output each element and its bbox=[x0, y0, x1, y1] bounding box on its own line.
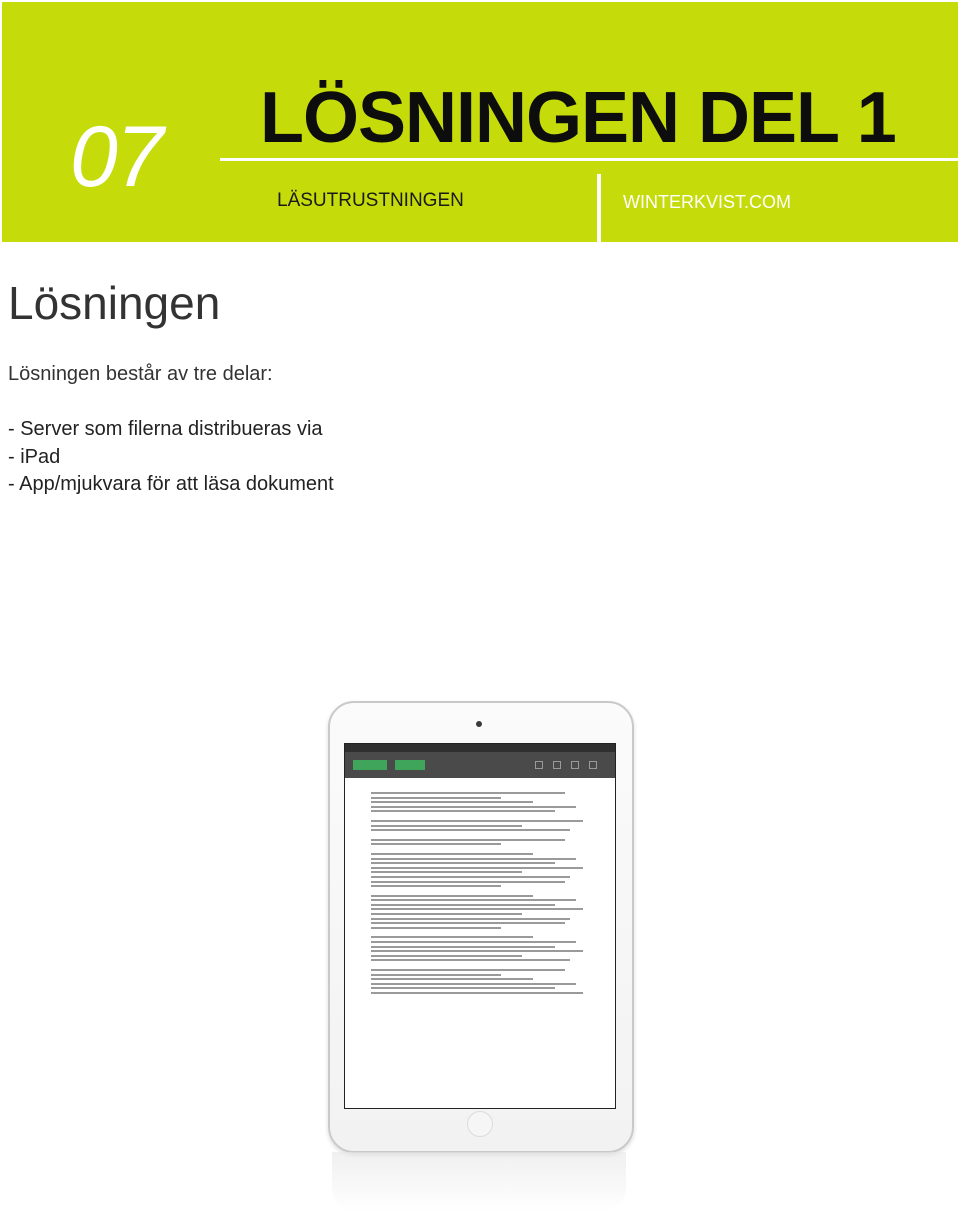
document-text-line bbox=[371, 959, 570, 961]
document-text-line bbox=[371, 927, 501, 929]
document-text-line bbox=[371, 969, 565, 971]
list-item: - App/mjukvara för att läsa dokument bbox=[8, 473, 334, 495]
toolbar-icon bbox=[571, 761, 579, 769]
document-text-line bbox=[371, 839, 565, 841]
toolbar-icon bbox=[535, 761, 543, 769]
document-text-line bbox=[371, 820, 583, 822]
header-divider-horizontal bbox=[220, 158, 960, 161]
document-text-line bbox=[371, 843, 501, 845]
document-text-line bbox=[371, 983, 576, 985]
document-text-line bbox=[371, 946, 555, 948]
intro-text: Lösningen består av tre delar: bbox=[8, 363, 273, 385]
page-title: LÖSNINGEN DEL 1 bbox=[260, 78, 896, 158]
document-text-line bbox=[371, 867, 583, 869]
document-text-line bbox=[371, 853, 533, 855]
section-heading: Lösningen bbox=[8, 277, 221, 329]
document-text-line bbox=[371, 941, 576, 943]
document-text-line bbox=[371, 978, 533, 980]
page-subtitle: LÄSUTRUSTNINGEN bbox=[277, 190, 464, 211]
document-text-line bbox=[371, 806, 576, 808]
document-text-line bbox=[371, 936, 533, 938]
document-text-line bbox=[371, 871, 522, 873]
document-text-line bbox=[371, 792, 565, 794]
toolbar-button bbox=[395, 760, 425, 770]
ipad-illustration bbox=[328, 701, 634, 1153]
document-text-line bbox=[371, 904, 555, 906]
document-paragraph-gap bbox=[371, 997, 587, 1002]
ipad-screen bbox=[344, 743, 616, 1109]
document-text-line bbox=[371, 829, 570, 831]
document-text-line bbox=[371, 876, 570, 878]
document-text-line bbox=[371, 825, 522, 827]
document-text-line bbox=[371, 801, 533, 803]
document-text-line bbox=[371, 987, 555, 989]
document-text-line bbox=[371, 955, 522, 957]
toolbar-icon bbox=[589, 761, 597, 769]
parts-list bbox=[8, 416, 334, 499]
document-text-line bbox=[371, 862, 555, 864]
document-text-line bbox=[371, 885, 501, 887]
chapter-number: 07 bbox=[70, 109, 162, 205]
document-text-line bbox=[371, 913, 522, 915]
document-text-line bbox=[371, 908, 583, 910]
document-text-line bbox=[371, 895, 533, 897]
document-text-line bbox=[371, 974, 501, 976]
ipad-status-bar bbox=[345, 744, 615, 752]
toolbar-icon bbox=[553, 761, 561, 769]
document-text-line bbox=[371, 918, 570, 920]
document-text-line bbox=[371, 950, 583, 952]
list-item: - iPad bbox=[8, 445, 61, 468]
ipad-reflection bbox=[332, 1152, 626, 1212]
chapter-header bbox=[2, 2, 958, 242]
document-text-line bbox=[371, 797, 501, 799]
document-text-line bbox=[371, 922, 565, 924]
home-button-icon bbox=[467, 1111, 493, 1137]
document-text-line bbox=[371, 810, 555, 812]
document-text-line bbox=[371, 899, 576, 901]
toolbar-button bbox=[353, 760, 387, 770]
list-item: - Server som filerna distribueras via bbox=[8, 418, 323, 440]
site-name: WINTERKVIST.COM bbox=[623, 192, 792, 212]
header-divider-vertical bbox=[597, 174, 601, 244]
document-text-line bbox=[371, 858, 576, 860]
document-text-line bbox=[371, 881, 565, 883]
ipad-toolbar bbox=[345, 752, 615, 778]
document-text-line bbox=[371, 992, 583, 994]
document-page bbox=[361, 784, 597, 1094]
camera-icon bbox=[476, 721, 482, 727]
